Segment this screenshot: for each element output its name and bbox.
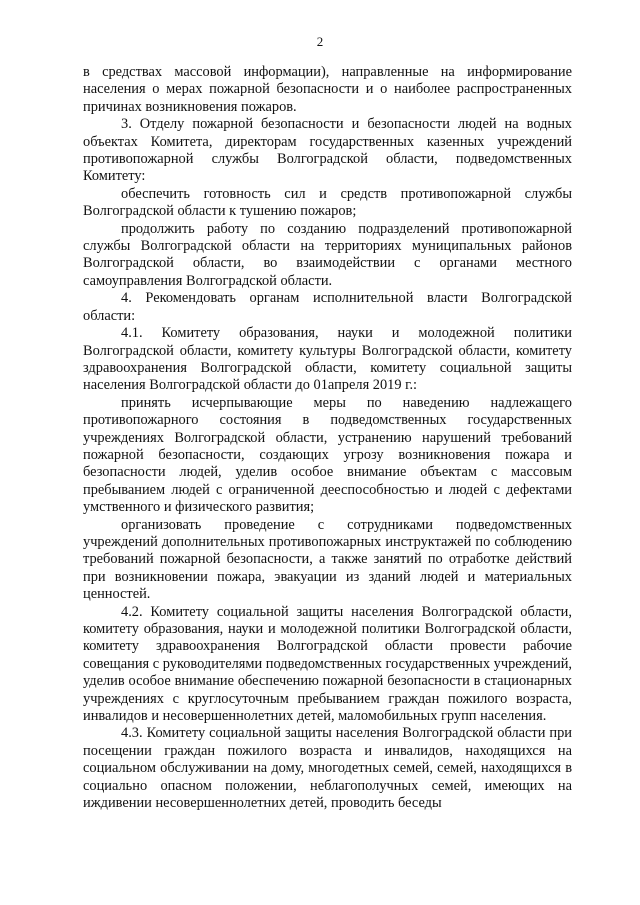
paragraph-item-4-2: 4.2. Комитету социальной защиты населения Волгоградской области, комитету образования, науки и молодежной политики Волгоградской области, комитету здравоохранения Волгоградской области провести рабочие совещания с руководителями подведомственных государственных учреждений, уделив особое внимание обеспечению пожарной безопасности в стационарных учреждениях с круглосуточным пребыванием граждан пожилого возраста, инвалидов и несовершеннолетних детей, маломобильных групп населения. <box>83 603 572 725</box>
paragraph-item-4-3: 4.3. Комитету социальной защиты населения Волгоградской области при посещении граждан пожилого возраста и инвалидов, находящихся на социальном обслуживании на дому, многодетных семей, семей, находящихся в социально опасном положении, неблагополучных семей, имеющих на иждивении несовершеннолетних детей, проводить беседы <box>83 725 572 812</box>
page-number: 2 <box>316 34 324 49</box>
paragraph-item-3: 3. Отделу пожарной безопасности и безопасности людей на водных объектах Комитета, директорам государственных казенных учреждений противопожарной службы Волгоградской области, подведомственных Комитету: <box>83 116 572 185</box>
document-body <box>83 64 572 812</box>
paragraph-intro-continuation: в средствах массовой информации), направленные на информирование населения о мерах пожарной безопасности и о наиболее распространенных причинах возникновения пожаров. <box>83 64 572 115</box>
paragraph-item-4: 4. Рекомендовать органам исполнительной власти Волгоградской области: <box>83 290 572 324</box>
paragraph-item-3-units: продолжить работу по созданию подразделений противопожарной службы Волгоградской области на территориях муниципальных районов Волгоградской области, во взаимодействии с органами местного самоуправления Волгоградской области. <box>83 220 572 289</box>
paragraph-item-4-1-briefings: организовать проведение с сотрудниками подведомственных учреждений дополнительных противопожарных инструктажей по соблюдению требований пожарной безопасности, а также занятий по отработке действий при возникновении пожара, эвакуации из зданий людей и материальных ценностей. <box>83 516 572 603</box>
paragraph-item-4-1-measures: принять исчерпывающие меры по наведению надлежащего противопожарного состояния в подведомственных государственных учреждениях Волгоградской области, устранению нарушений требований пожарной безопасности, создающих угрозу возникновения пожара и безопасности людей, уделив особое внимание объектам с массовым пребыванием людей с ограниченной дееспособностью и людей с дефектами умственного и физического развития; <box>83 394 572 516</box>
paragraph-item-3-readiness: обеспечить готовность сил и средств противопожарной службы Волгоградской области к тушению пожаров; <box>83 185 572 220</box>
paragraph-item-4-1: 4.1. Комитету образования, науки и молодежной политики Волгоградской области, комитету культуры Волгоградской области, комитету здравоохранения Волгоградской области, комитету социальной защиты населения Волгоградской области до 01апреля 2019 г.: <box>83 325 572 394</box>
